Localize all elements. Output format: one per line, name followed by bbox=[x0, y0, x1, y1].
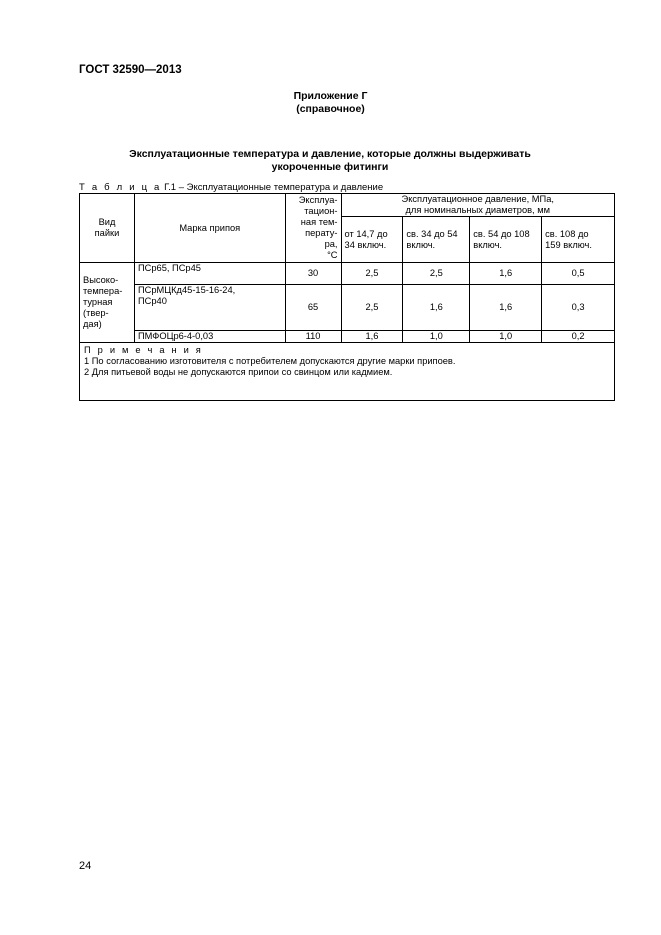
header-type: Вид пайки bbox=[80, 194, 135, 263]
temperature-cell: 110 bbox=[285, 331, 341, 343]
annex-title: Приложение Г bbox=[293, 90, 368, 102]
grade-cell: ПСр65, ПСр45 bbox=[134, 263, 285, 285]
pressure-cell: 1,6 bbox=[341, 331, 403, 343]
table-row bbox=[80, 331, 615, 343]
annex-subtitle: (справочное) bbox=[296, 103, 365, 115]
table-row bbox=[80, 263, 615, 285]
pressure-cell: 0,5 bbox=[542, 263, 615, 285]
pressure-table bbox=[79, 193, 615, 401]
section-heading bbox=[100, 148, 560, 174]
pressure-cell: 1,6 bbox=[470, 263, 542, 285]
notes-row bbox=[80, 343, 615, 401]
pressure-cell: 0,2 bbox=[542, 331, 615, 343]
header-pressure: Эксплуатационное давление, МПа, для номинальных диаметров, мм bbox=[341, 194, 614, 217]
pressure-cell: 1,0 bbox=[470, 331, 542, 343]
table-caption-text: Г.1 – Эксплуатационные температура и давление bbox=[161, 182, 384, 193]
heading-line-1: Эксплуатационные температура и давление, которые должны выдерживать bbox=[129, 148, 531, 160]
pressure-cell: 1,6 bbox=[470, 285, 542, 331]
pressure-cell: 2,5 bbox=[403, 263, 470, 285]
temperature-cell: 65 bbox=[285, 285, 341, 331]
pressure-cell: 0,3 bbox=[542, 285, 615, 331]
header-diameter-1: от 14,7 до 34 включ. bbox=[341, 217, 403, 263]
pressure-cell: 2,5 bbox=[341, 263, 403, 285]
pressure-cell: 2,5 bbox=[341, 285, 403, 331]
header-grade: Марка припоя bbox=[134, 194, 285, 263]
note-item: 2 Для питьевой воды не допускаются припои со свинцом или кадмием. bbox=[84, 367, 393, 377]
header-temperature: Эксплуа- тацион- ная тем- перату- ра, °С bbox=[285, 194, 341, 263]
table-row bbox=[80, 285, 615, 331]
notes-cell bbox=[80, 343, 615, 401]
grade-cell: ПСрМЦКд45-15-16-24, ПСр40 bbox=[134, 285, 285, 331]
note-item: 1 По согласованию изготовителя с потребителем допускаются другие марки припоев. bbox=[84, 356, 456, 366]
standard-number: ГОСТ 32590—2013 bbox=[79, 64, 182, 76]
header-diameter-3: св. 54 до 108 включ. bbox=[470, 217, 542, 263]
table-caption bbox=[79, 182, 383, 193]
heading-line-2: укороченные фитинги bbox=[271, 161, 389, 173]
pressure-cell: 1,6 bbox=[403, 285, 470, 331]
header-diameter-4: св. 108 до 159 включ. bbox=[542, 217, 615, 263]
solder-type-cell: Высоко- темпера- турная (твер- дая) bbox=[80, 263, 135, 343]
header-diameter-2: св. 34 до 54 включ. bbox=[403, 217, 470, 263]
notes-title: П р и м е ч а н и я bbox=[84, 345, 204, 355]
grade-cell: ПМФОЦр6-4-0,03 bbox=[134, 331, 285, 343]
pressure-cell: 1,0 bbox=[403, 331, 470, 343]
page-number: 24 bbox=[79, 860, 92, 872]
table-caption-prefix: Т а б л и ц а bbox=[79, 182, 162, 193]
temperature-cell: 30 bbox=[285, 263, 341, 285]
